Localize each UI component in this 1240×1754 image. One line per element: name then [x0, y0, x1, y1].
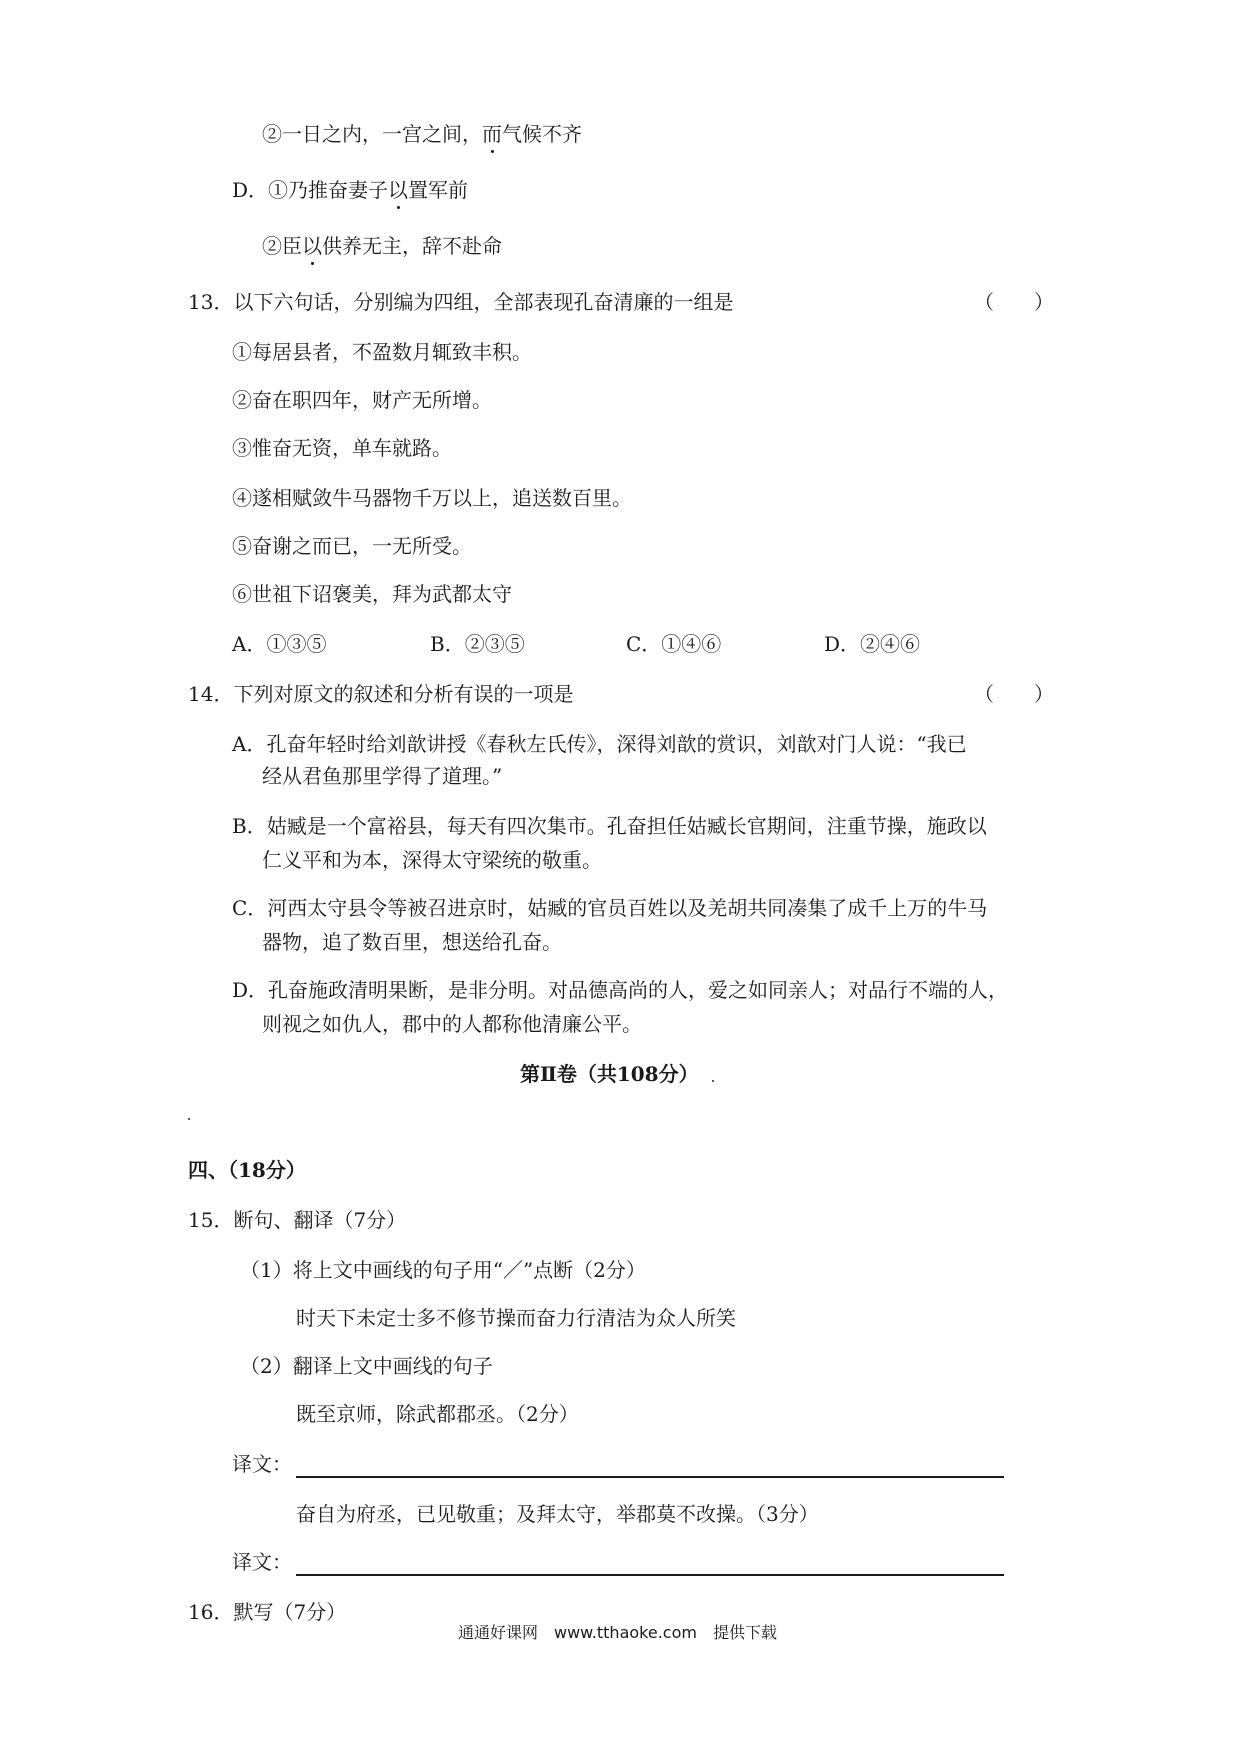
q15-sub1: （1）将上文中画线的句子用“／”点断（2分） — [240, 1258, 646, 1282]
translation-label-2: 译文： — [232, 1550, 292, 1574]
q12-option-d-line1 — [232, 176, 468, 204]
q12-d1-post: 置军前 — [408, 178, 469, 202]
q12-option-d-line2 — [262, 232, 502, 260]
q15-title: 15．断句、翻译（7分） — [188, 1208, 407, 1232]
q13-stem: 13．以下六句话，分别编为四组，全部表现孔奋清廉的一组是 — [188, 290, 734, 314]
part2-title: 第Ⅱ卷（共108分） — [520, 1062, 699, 1086]
scan-speck — [712, 1080, 714, 1082]
q14-option-d-line1: D．孔奋施政清明果断，是非分明。对品德高尚的人，爱之如同亲人；对品行不端的人， — [232, 978, 1009, 1002]
q12-d1-pre: D．①乃推奋妻子 — [232, 178, 389, 202]
q12-c2-dotted-char: 而 — [482, 122, 502, 146]
q13-item-2: ②奋在职四年，财产无所增。 — [232, 388, 492, 412]
q13-item-1: ①每居县者，不盈数月辄致丰积。 — [232, 340, 532, 364]
translation-label-1: 译文： — [232, 1452, 292, 1476]
q14-option-d-line2: 则视之如仇人，郡中的人都称他清廉公平。 — [262, 1012, 642, 1036]
q15-sub2: （2）翻译上文中画线的句子 — [240, 1354, 493, 1378]
q12-d2-dotted-char: 以 — [302, 234, 322, 258]
q15-sentence-1: 既至京师，除武都郡丞。（2分） — [296, 1402, 579, 1426]
q13-item-3: ③惟奋无资，单车就路。 — [232, 436, 452, 460]
q13-item-6: ⑥世祖下诏褒美，拜为武都太守 — [232, 582, 512, 606]
q12-d2-post: 供养无主，辞不赴命 — [322, 234, 502, 258]
q16-title: 16．默写（7分） — [188, 1600, 347, 1624]
q14-option-b-line1: B．姑臧是一个富裕县，每天有四次集市。孔奋担任姑臧长官期间，注重节操，施政以 — [232, 814, 987, 838]
q14-stem: 14．下列对原文的叙述和分析有误的一项是 — [188, 682, 574, 706]
q14-option-a-line2: 经从君鱼那里学得了道理。” — [262, 764, 503, 788]
answer-line-1 — [296, 1476, 1004, 1478]
page-footer: 通通好课网 www.tthaoke.com 提供下载 — [458, 1623, 777, 1642]
answer-line-2 — [296, 1574, 1004, 1576]
q14-option-c-line2: 器物，追了数百里，想送给孔奋。 — [262, 930, 562, 954]
section-4-heading: 四、（18分） — [188, 1158, 306, 1182]
scan-speck — [188, 1118, 190, 1120]
q12-c2-pre: ②一日之内，一宫之间， — [262, 122, 482, 146]
q14-answer-paren: （ ） — [974, 682, 1054, 706]
q14-option-b-line2: 仁义平和为本，深得太守梁统的敬重。 — [262, 848, 602, 872]
q13-item-4: ④遂相赋敛牛马器物千万以上，追送数百里。 — [232, 486, 632, 510]
q12-d1-dotted-char: 以 — [388, 178, 409, 202]
q15-sub1-text: 时天下未定士多不修节操而奋力行清洁为众人所笑 — [296, 1306, 736, 1330]
q13-answer-paren: （ ） — [974, 290, 1054, 314]
q12-d2-pre: ②臣 — [262, 234, 302, 258]
q13-option-b: B．②③⑤ — [430, 632, 525, 656]
q14-option-c-line1: C．河西太守县令等被召进京时，姑臧的官员百姓以及羌胡共同凑集了成千上万的牛马 — [232, 896, 988, 920]
q15-sentence-2: 奋自为府丞，已见敬重；及拜太守，举郡莫不改操。（3分） — [296, 1502, 819, 1526]
q13-item-5: ⑤奋谢之而已，一无所受。 — [232, 534, 472, 558]
q12-c2-post: 气候不齐 — [502, 122, 582, 146]
q14-option-a-line1: A．孔奋年轻时给刘歆讲授《春秋左氏传》，深得刘歆的赏识，刘歆对门人说：“我已 — [232, 732, 967, 756]
q13-option-c: C．①④⑥ — [626, 632, 722, 656]
q13-option-a: A．①③⑤ — [232, 632, 327, 656]
q12-option-c-line2 — [262, 120, 582, 148]
q13-option-d: D．②④⑥ — [824, 632, 921, 656]
